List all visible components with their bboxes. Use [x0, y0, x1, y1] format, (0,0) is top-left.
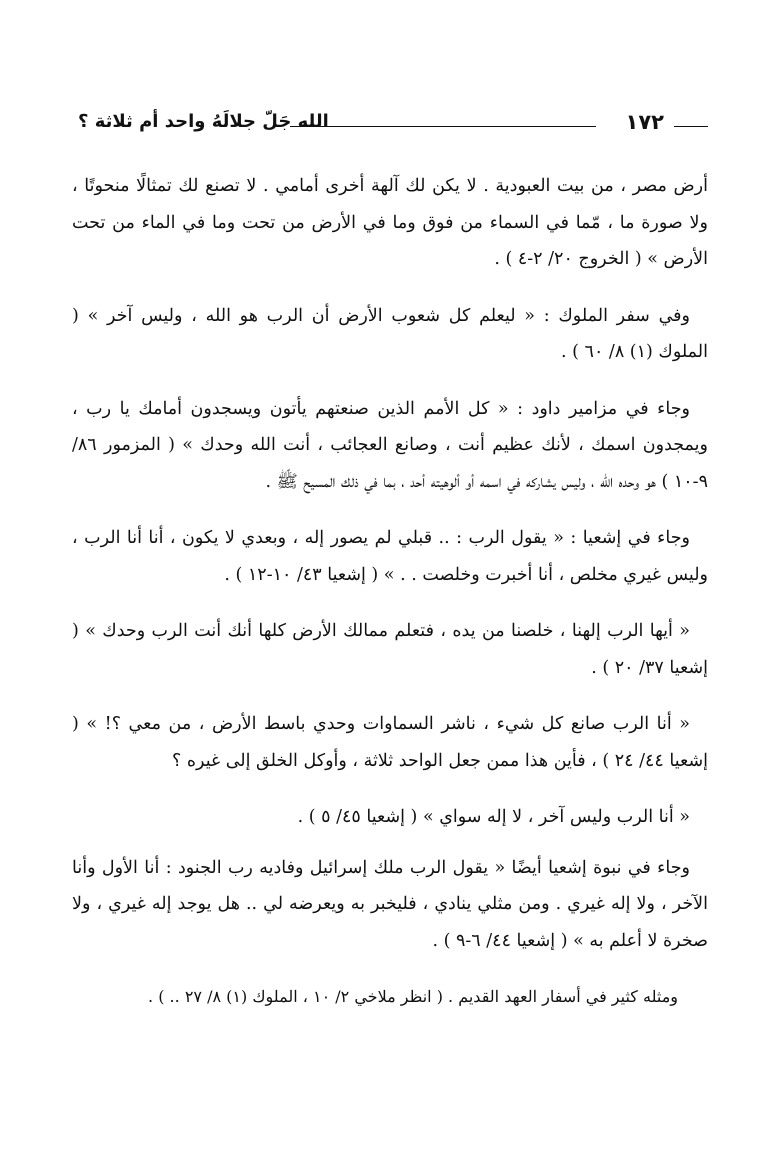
- paragraph: وجاء في إشعيا : « يقول الرب : .. قبلي لم يصور إله ، وبعدي لا يكون ، أنا أنا الرب ، وليس غيري مخلص ، أنا أخبرت وخلصت . . » ( إشعيا ٤٣/ ١٠-١٢ ) .: [72, 528, 708, 585]
- paragraph: أرض مصر ، من بيت العبودية . لا يكن لك آلهة أخرى أمامي . لا تصنع لك تمثالًا منحوتًا ، ولا صورة ما ، مّما في السماء من فوق وما في الأرض من تحت وما في الماء من تحت الأرض » ( الخروج ٢٠/ ٢-٤ ) .: [72, 176, 708, 269]
- running-header: [78, 108, 708, 136]
- paragraph: « أيها الرب إلهنا ، خلصنا من يده ، فتعلم ممالك الأرض كلها أنك أنت الرب وحدك » ( إشعيا ٣٧/ ٢٠ ) .: [72, 621, 708, 678]
- body-text: [72, 168, 708, 1036]
- paragraph: وجاء في نبوة إشعيا أيضًا « يقول الرب ملك إسرائيل وفاديه رب الجنود : أنا الأول وأنا الآخر ، ولا إله غيري . ومن مثلي ينادي ، فليخبر به ويعرضه لي .. هل يوجد إله غيري ، ولا صخرة لا أعلم به » ( إشعيا ٤٤/ ٦-٩ ) .: [72, 857, 708, 951]
- running-title: الله جَلّ جلالَهُ واحد أم ثلاثة ؟: [78, 111, 329, 132]
- paragraph: وجاء في مزامير داود : « كل الأمم الذين صنعتهم يأتون ويسجدون أمامك يا رب ، ويمجدون اسمك ، لأنك عظيم أنت ، وصانع العجائب ، أنت الله وحدك » ( المزمور ٨٦/ ٩-١٠ ) هو وحده الله ، وليس يشاركه في اسمه أو ألوهيته أحد ، بما في ذلك المسيح ﷺ .: [72, 398, 708, 492]
- paragraph: وفي سفر الملوك : « ليعلم كل شعوب الأرض أن الرب هو الله ، وليس آخر » ( الملوك (١) ٨/ ٦٠ ) .: [72, 305, 708, 362]
- paragraph: « أنا الرب صانع كل شيء ، ناشر السماوات وحدي باسط الأرض ، من معي ؟! » ( إشعيا ٤٤/ ٢٤ ) ، فأين هذا ممن جعل الواحد ثلاثة ، وأوكل الخلق إلى غيره ؟: [72, 714, 708, 771]
- paragraph: « أنا الرب وليس آخر ، لا إله سواي » ( إشعيا ٤٥/ ٥ ) .: [297, 807, 690, 827]
- page-number: ١٧٢: [625, 110, 664, 134]
- header-rule: [674, 126, 708, 127]
- paragraph: ومثله كثير في أسفار العهد القديم . ( انظر ملاخي ٢/ ١٠ ، الملوك (١) ٨/ ٢٧ .. ) .: [148, 987, 678, 1006]
- header-rule: [290, 126, 596, 127]
